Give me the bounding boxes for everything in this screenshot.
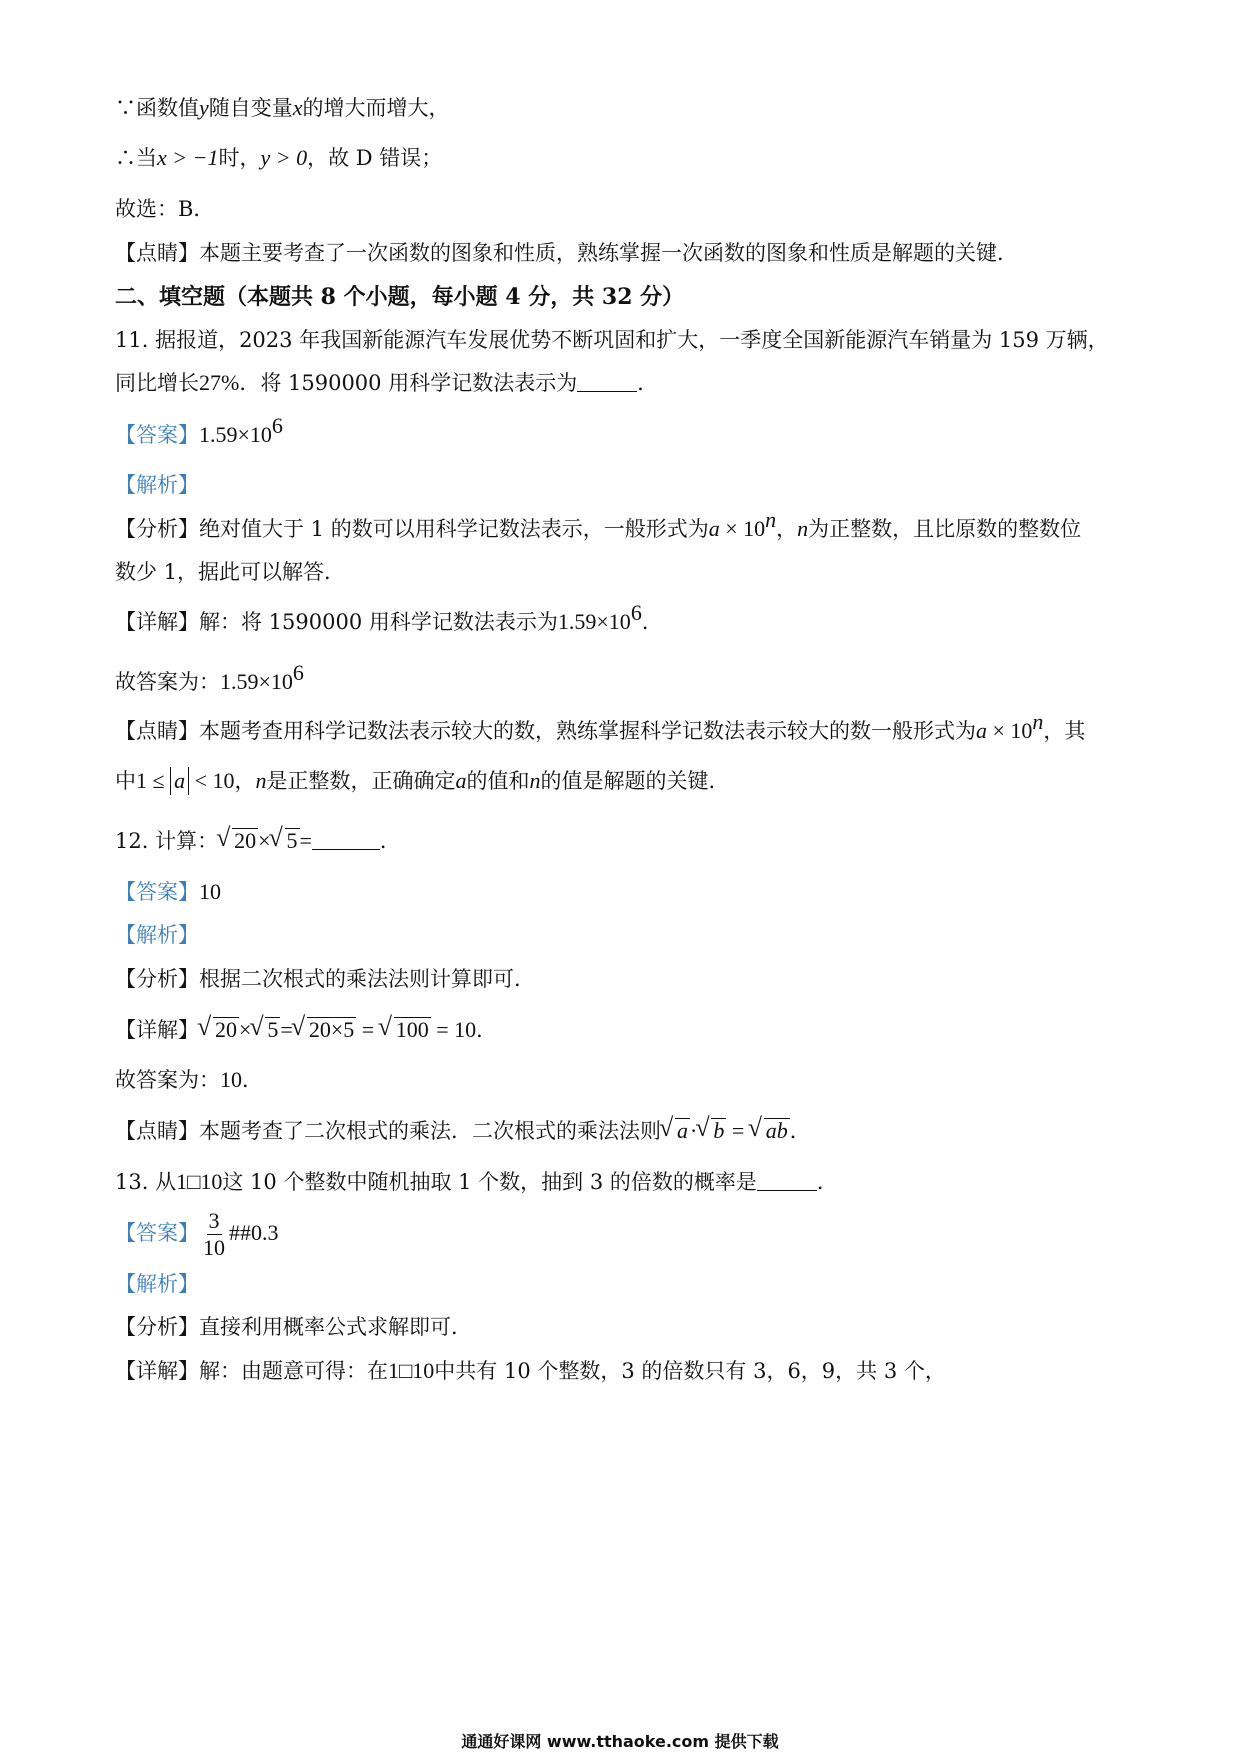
answer-line [115, 1205, 1140, 1261]
radicand: 20×5 [308, 1017, 355, 1042]
page-footer: 通通好课网 www.tthaoke.com 提供下载 [461, 1732, 779, 1751]
sqrt-expression [380, 1015, 431, 1045]
text: 的值是解题的关键． [540, 769, 730, 793]
answer-alt: ##0.3 [229, 1220, 279, 1245]
dianjing-line [115, 1116, 1140, 1146]
fenxi-line [115, 964, 1140, 994]
radicand: 20 [234, 828, 257, 853]
text: 本题考查了二次根式的乘法．二次根式的乘法法则 [199, 1119, 661, 1143]
math-exponent: 6 [271, 413, 283, 438]
radicand: b [713, 1118, 725, 1143]
question-13-line [115, 1167, 1140, 1197]
answer-value: 10 [220, 1067, 242, 1092]
dianjing-line [115, 709, 1140, 746]
math-operator: × [239, 1017, 252, 1042]
text: ． [641, 610, 663, 634]
math-expression: = 10 [430, 1017, 477, 1042]
math-var: n [797, 516, 809, 541]
tag-label: 【分析】 [115, 1315, 199, 1339]
math-abs: a [170, 767, 189, 795]
math-operator: = [299, 828, 312, 853]
math-operator: · [690, 1118, 698, 1143]
text: 随自变量 [208, 96, 293, 120]
math-expression: 1 ≤ [136, 768, 171, 793]
text: 直接利用概率公式求解即可． [199, 1315, 472, 1339]
text: ． [789, 1119, 811, 1143]
question-12-line [115, 826, 1140, 856]
radicand: 100 [395, 1017, 429, 1042]
math-expression: 1□10 [176, 1169, 223, 1194]
dianjing-line [115, 766, 1140, 796]
math-expression: × 10 [719, 516, 766, 541]
analysis-line [115, 470, 1140, 500]
question-11-line [115, 368, 1140, 398]
math-expression: 1.59×10 [557, 609, 631, 634]
math-expression: 1□10 [388, 1358, 435, 1383]
sqrt-expression [293, 1015, 356, 1045]
section-heading: 二、填空题（本题共 8 个小题，每小题 4 分，共 32 分） [115, 284, 685, 310]
text: 绝对值大于 1 的数可以用科学记数法表示，一般形式为 [199, 517, 709, 541]
analysis-line [115, 920, 1140, 950]
text: ． [379, 829, 401, 853]
math-exponent: n [765, 507, 777, 532]
math-var: a [455, 768, 467, 793]
text: 是正整数，正确确定 [266, 769, 456, 793]
answer-blank [577, 371, 637, 392]
text: 解：将 1590000 用科学记数法表示为 [199, 610, 558, 634]
answer-line [115, 877, 1140, 907]
radicand: a [677, 1118, 688, 1143]
tag-label: 【分析】 [115, 967, 199, 991]
math-exponent: n [1032, 709, 1044, 734]
answer-value: 10 [199, 879, 221, 904]
tag-label: 【分析】 [115, 517, 199, 541]
analysis-line [115, 1269, 1140, 1299]
sqrt-expression [750, 1116, 790, 1146]
math-operator: = [726, 1118, 750, 1143]
math-expression: y > 0 [260, 145, 308, 170]
math-operator: × [258, 828, 271, 853]
sqrt-expression [271, 826, 300, 856]
text: 本题考查用科学记数法表示较大的数，熟练掌握科学记数法表示较大的数一般形式为 [199, 719, 976, 743]
math-expression: × 10 [987, 718, 1033, 743]
tag-label: 【详解】 [115, 1359, 199, 1383]
math-exponent: 6 [630, 600, 642, 625]
text: 12. 计算： [115, 829, 219, 853]
final-answer-line [115, 660, 1140, 697]
math-expression: < 10 [189, 768, 235, 793]
xiangjie-line [115, 600, 1140, 637]
text: ． [476, 1018, 498, 1042]
analysis-tag: 【解析】 [115, 1272, 199, 1296]
text: 根据二次根式的乘法法则计算即可． [199, 967, 535, 991]
text: 13. 从 [115, 1170, 177, 1194]
text: 中 [115, 769, 136, 793]
analysis-tag: 【解析】 [115, 923, 199, 947]
xiangjie-line [115, 1015, 1140, 1045]
numerator: 3 [208, 1208, 220, 1233]
sqrt-expression [251, 1015, 280, 1045]
text: ，故 D 错误； [307, 146, 443, 170]
math-expression: 1.59×10 [199, 422, 272, 447]
sqrt-expression [661, 1116, 690, 1146]
text: 中共有 10 个整数，3 的倍数只有 3，6，9，共 3 个， [434, 1359, 946, 1383]
math-expression: 1.59×10 [220, 669, 293, 694]
radicand: ab [765, 1118, 788, 1143]
math-expression: x > −1 [157, 145, 219, 170]
math-var: a [976, 718, 987, 743]
text: ， [776, 517, 798, 541]
tag-label: 【点睛】 [115, 241, 199, 265]
text: 的增大而增大， [302, 96, 450, 120]
text: ∵函数值 [115, 96, 199, 120]
fenxi-line: 数少 1，据此可以解答． [115, 560, 346, 584]
text: 为正整数，且比原数的整数位 [808, 517, 1082, 541]
tag-label: 【详解】 [115, 1018, 199, 1042]
fenxi-line [115, 1312, 1140, 1342]
answer-tag: 【答案】 [115, 1221, 199, 1245]
math-var: x [292, 95, 303, 120]
math-var: a [708, 516, 720, 541]
sqrt-expression [199, 1015, 239, 1045]
answer-blank [757, 1170, 817, 1191]
question-11-line: 11. 据报道，2023 年我国新能源汽车发展优势不断巩固和扩大，一季度全国新能源汽车销量为 159 万辆， [115, 328, 1109, 352]
text-line [115, 238, 1140, 268]
text: ，其 [1043, 719, 1086, 743]
final-answer-line [115, 1065, 1140, 1095]
radicand: 20 [215, 1017, 237, 1042]
text: 解：由题意可得：在 [199, 1359, 388, 1383]
math-exponent: 6 [292, 660, 304, 685]
radicand: 5 [286, 828, 298, 853]
fenxi-line [115, 507, 1140, 544]
fraction [201, 1208, 227, 1261]
answer-blank [312, 829, 380, 850]
math-expression: 27% [199, 370, 240, 395]
text: 故答案为： [115, 670, 220, 694]
math-operator: = [280, 1017, 293, 1042]
text: ． [242, 1068, 263, 1092]
text: 时， [218, 146, 261, 170]
answer-tag: 【答案】 [115, 880, 199, 904]
tag-label: 【详解】 [115, 610, 199, 634]
text: ． [816, 1170, 838, 1194]
text: 的值和 [466, 769, 530, 793]
answer-tag: 【答案】 [115, 423, 199, 447]
text: 故选：B． [115, 197, 215, 221]
tag-label: 【点睛】 [115, 719, 199, 743]
sqrt-expression [697, 1116, 726, 1146]
text: ， [234, 769, 256, 793]
text: ∴当 [115, 146, 157, 170]
text: 故答案为： [115, 1068, 220, 1092]
xiangjie-line [115, 1356, 1140, 1386]
math-var: n [255, 768, 267, 793]
text: 这 10 个整数中随机抽取 1 个数，抽到 3 的倍数的概率是 [222, 1170, 757, 1194]
math-var: n [529, 768, 541, 793]
denominator: 10 [203, 1235, 225, 1260]
sqrt-expression [218, 826, 258, 856]
text-line [115, 143, 1140, 173]
math-var: y [199, 95, 209, 120]
text: 本题主要考查了一次函数的图象和性质，熟练掌握一次函数的图象和性质是解题的关键． [199, 241, 1018, 265]
text: ． [637, 371, 659, 395]
analysis-tag: 【解析】 [115, 473, 199, 497]
radicand: 5 [267, 1017, 279, 1042]
text: ．将 1590000 用科学记数法表示为 [239, 371, 578, 395]
answer-line [115, 413, 1140, 450]
tag-label: 【点睛】 [115, 1119, 199, 1143]
text: 同比增长 [115, 371, 199, 395]
text-line [115, 93, 1140, 123]
text-line [115, 194, 1140, 224]
math-operator: = [356, 1017, 380, 1042]
